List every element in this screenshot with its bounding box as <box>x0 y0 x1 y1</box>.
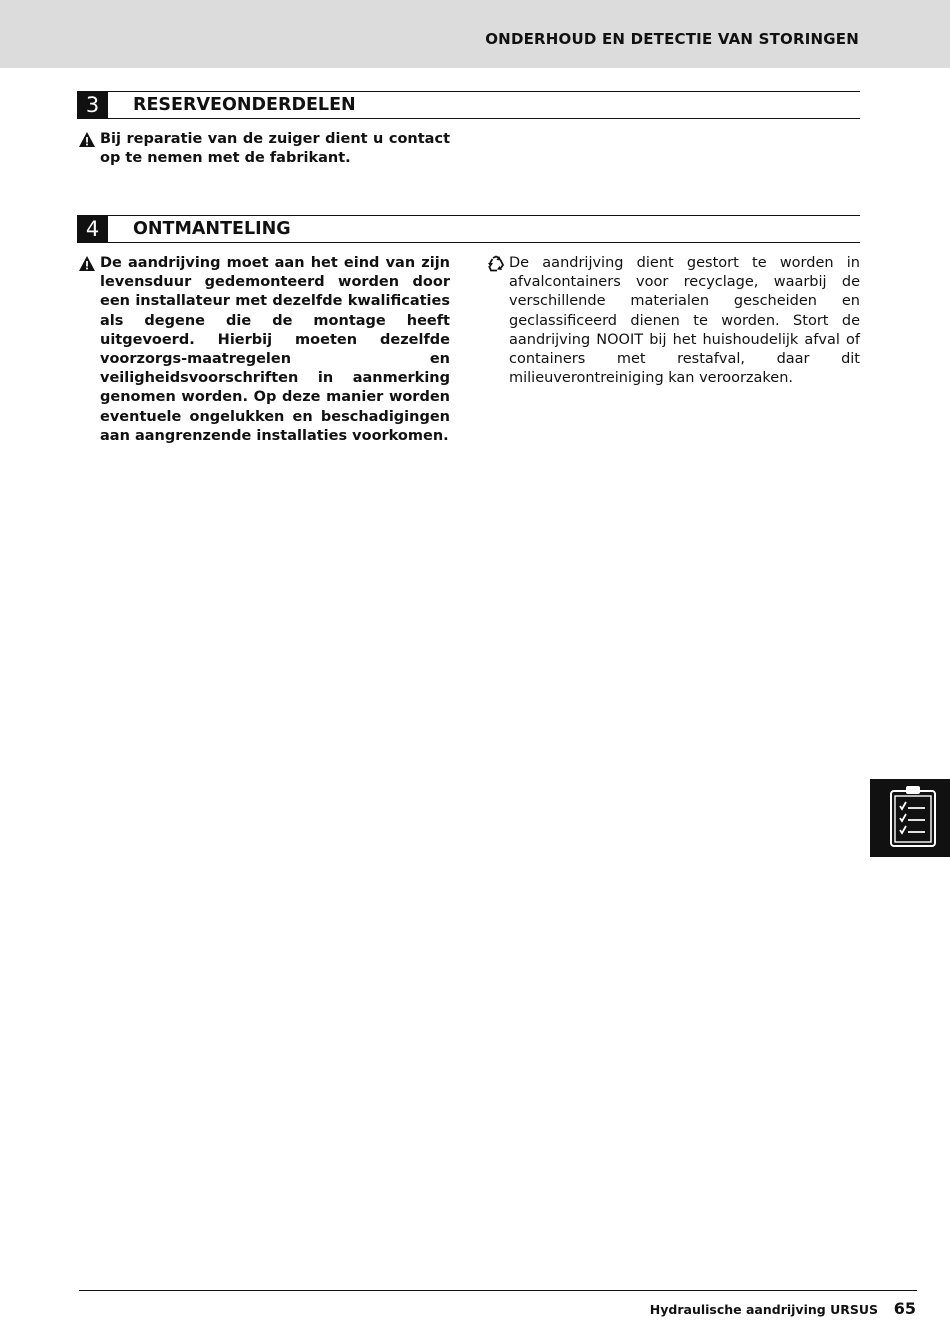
warning-triangle-icon <box>78 255 96 272</box>
section-title: ONTMANTELING <box>133 219 291 239</box>
page-number: 65 <box>893 1299 916 1318</box>
warning-text: De aandrijving moet aan het eind van zijn levensduur gedemonteerd worden door een installateur met dezelfde kwalificaties als degene die de montage heeft uitgevoerd. Hierbij moeten dezelfde voorzorgs-maatregelen en veiligheidsvoorschriften in aanmerking genomen worden. Op deze manier worden eventuele ongelukken en beschadigingen aan aangrenzende installaties voorkomen. <box>100 255 450 444</box>
recycling-note <box>487 254 860 388</box>
spare-parts-warning <box>78 130 450 168</box>
checklist-clipboard-icon <box>870 779 950 857</box>
section-3-heading <box>77 91 860 119</box>
recycle-icon <box>487 255 505 272</box>
section-title: RESERVEONDERDELEN <box>133 95 356 115</box>
warning-triangle-icon <box>78 131 96 148</box>
section-4-heading <box>77 215 860 243</box>
dismantling-warning <box>78 254 450 446</box>
footer-title: Hydraulische aandrijving URSUS <box>649 1302 878 1317</box>
warning-text: Bij reparatie van de zuiger dient u contact op te nemen met de fabrikant. <box>100 131 450 167</box>
section-number: 3 <box>77 92 108 118</box>
chapter-side-tab <box>870 779 950 857</box>
footer-rule <box>79 1290 917 1291</box>
header-title: ONDERHOUD EN DETECTIE VAN STORINGEN <box>485 30 859 48</box>
recycling-text: De aandrijving dient gestort te worden in afvalcontainers voor recyclage, waarbij de verschillende materialen gescheiden en geclassificeerd dienen te worden. Stort de aandrijving NOOIT bij het huishoudelijk afval of containers met restafval, daar dit milieuverontreiniging kan veroorzaken. <box>509 255 860 387</box>
section-number: 4 <box>77 216 108 242</box>
